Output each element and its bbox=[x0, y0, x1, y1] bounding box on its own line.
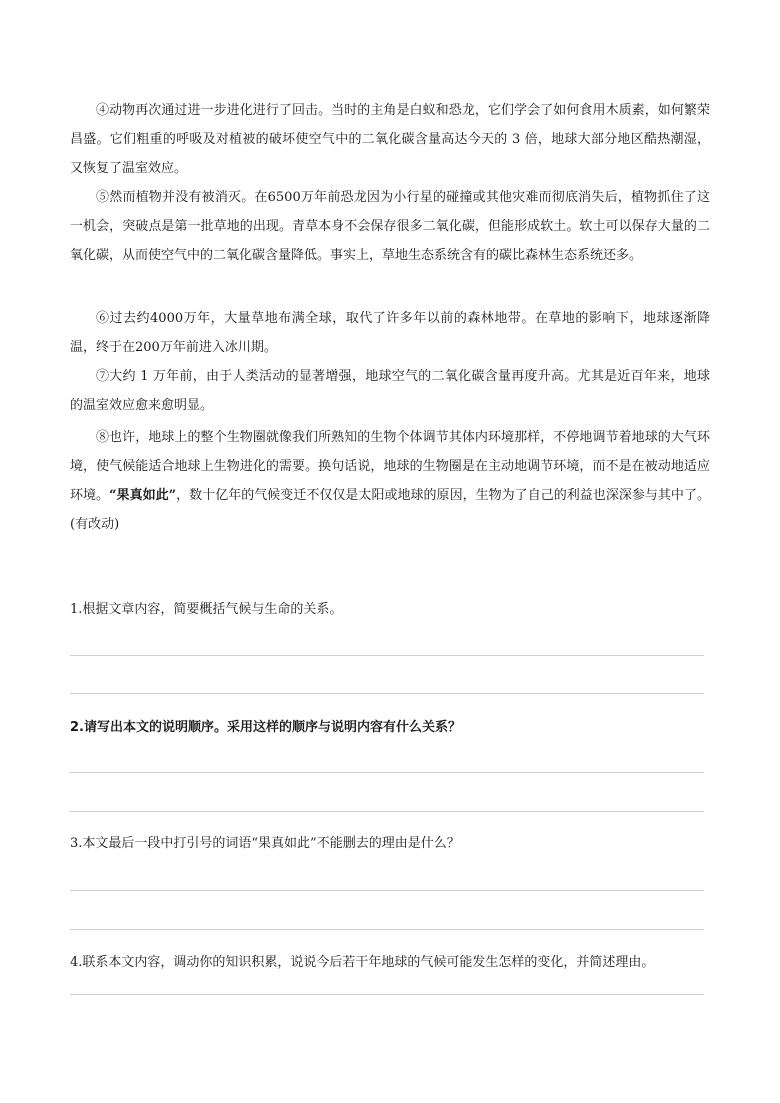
answer-line-3a[interactable] bbox=[70, 890, 704, 891]
paragraph-7: ⑦大约 1 万年前，由于人类活动的显著增强，地球空气的二氧化碳含量再度升高。尤其是近百年来，地球的温室效应愈来愈明显。 bbox=[70, 369, 710, 413]
question-3: 3.本文最后一段中打引号的词语“果真如此”不能删去的理由是什么？ bbox=[70, 836, 460, 851]
paragraph-8 bbox=[70, 423, 710, 539]
answer-line-4a[interactable] bbox=[70, 994, 704, 995]
answer-line-1b[interactable] bbox=[70, 693, 704, 694]
question-4: 4.联系本文内容，调动你的知识积累，说说今后若干年地球的气候可能发生怎样的变化，并简述理由。 bbox=[70, 955, 655, 970]
answer-line-3b[interactable] bbox=[70, 929, 704, 930]
answer-line-2b[interactable] bbox=[70, 811, 704, 812]
paragraph-8-text-b: ，数十亿年的气候变迁不仅仅是太阳或地球的原因，生物为了自己的利益也深深参与其中了。(有改动) bbox=[70, 488, 710, 532]
paragraph-8-emphasis: “果真如此” bbox=[109, 488, 177, 503]
answer-line-2a[interactable] bbox=[70, 772, 704, 773]
paragraph-6-text: ⑥过去约4000万年，大量草地布满全球，取代了许多年以前的森林地带。在草地的影响下，地球逐渐降温，终于在200万年前进入冰川期。 bbox=[70, 311, 710, 355]
question-1: 1.根据文章内容，简要概括气候与生命的关系。 bbox=[70, 602, 343, 617]
paragraph-4: ④动物再次通过进一步进化进行了回击。当时的主角是白蚁和恐龙，它们学会了如何食用木质素，如何繁荣昌盛。它们粗重的呼吸及对植被的破坏使空气中的二氧化碳含量高达今天的 3 倍，地球大部分地区酷热潮湿，又恢复了温室效应。 bbox=[70, 103, 710, 176]
answer-line-1a[interactable] bbox=[70, 655, 704, 656]
question-2: 2.请写出本文的说明顺序。采用这样的顺序与说明内容有什么关系？ bbox=[70, 720, 461, 735]
paragraph-8-text-a: ⑧也许，地球上的整个生物圈就像我们所熟知的生物个体调节其体内环境那样，不停地调节着地球的大气环境，使气候能适合地球上生物进化的需要。换句话说，地球的生物圈是在主动地调节环境，而不是在被动地适应环境。 bbox=[70, 430, 710, 503]
paragraph-5: ⑤然而植物并没有被消灭。在6500万年前恐龙因为小行星的碰撞或其他灾难而彻底消失后，植物抓住了这一机会，突破点是第一批草地的出现。青草本身不会保存很多二氧化碳，但能形成软土。软土可以保存大量的二氧化碳，从而使空气中的二氧化碳含量降低。事实上，草地生态系统含有的碳比森林生态系统还多。 bbox=[70, 190, 710, 263]
paragraph-6 bbox=[70, 304, 710, 362]
